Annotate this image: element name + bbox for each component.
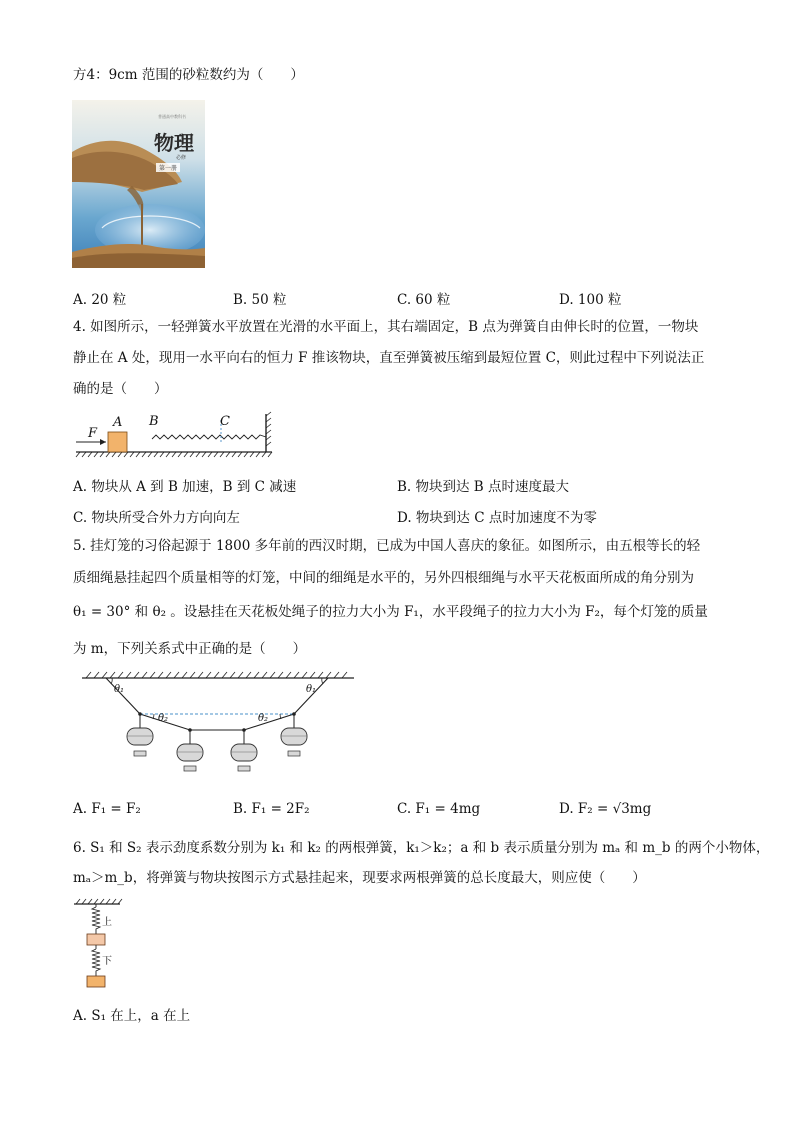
lantern-1 (127, 728, 153, 756)
point-c-label: C (220, 414, 230, 429)
q4-stem-line-1: 4. 如图所示，一轻弹簧水平放置在光滑的水平面上，其右端固定，B 点为弹簧自由伸长时的位置，一物块 (73, 319, 699, 335)
q4-stem-line-3: 确的是（ ） (73, 381, 168, 397)
q5-stem-line-3: θ₁ = 30° 和 θ₂ 。设悬挂在天花板处绳子的拉力大小为 F₁，水平段绳子的拉力大小为 F₂，每个灯笼的质量 (73, 604, 708, 620)
theta2-right-label: θ₂ (258, 713, 269, 724)
theta1-right-label: θ₁ (306, 684, 317, 695)
q5-option-c: C. F₁ = 4mg (397, 801, 481, 817)
spring-block-diagram (72, 408, 282, 458)
upper-label: 上 (102, 917, 112, 928)
q6-stem-line-1: 6. S₁ 和 S₂ 表示劲度系数分别为 k₁ 和 k₂ 的两根弹簧，k₁＞k₂；a 和 b 表示质量分别为 mₐ 和 m_b 的两个小物体， (73, 840, 770, 856)
lower-label: 下 (102, 956, 112, 967)
q3-stem-tail: 方4：9cm 范围的砂粒数约为（ ） (73, 67, 304, 83)
q5-stem-line-1: 5. 挂灯笼的习俗起源于 1800 多年前的西汉时期，已成为中国人喜庆的象征。如图所示，由五根等长的轻 (73, 538, 701, 554)
theta2-left-label: θ₂ (158, 713, 169, 724)
lantern-diagram (78, 670, 358, 780)
lantern-2 (177, 744, 203, 771)
textbook-cover-image (72, 100, 205, 268)
q5-option-a: A. F₁ = F₂ (73, 801, 141, 817)
q6-stem-line-2: mₐ＞m_b，将弹簧与物块按图示方式悬挂起来，现要求两根弹簧的总长度最大，则应使（ ） (73, 870, 646, 886)
q5-option-b: B. F₁ = 2F₂ (233, 801, 310, 817)
q4-option-c: C. 物块所受合外力方向向左 (73, 510, 240, 526)
q5-option-d: D. F₂ = √3mg (559, 801, 652, 817)
q4-option-b: B. 物块到达 B 点时速度最大 (397, 479, 570, 495)
q6-option-a: A. S₁ 在上，a 在上 (73, 1008, 191, 1024)
q5-stem-line-4: 为 m，下列关系式中正确的是（ ） (73, 641, 307, 657)
spring (152, 435, 266, 439)
lower-block (87, 976, 105, 987)
q4-stem-line-2: 静止在 A 处，现用一水平向右的恒力 F 推该物块，直至弹簧被压缩到最短位置 C，则此过程中下列说法正 (73, 350, 705, 366)
cover-title: 物理 (154, 131, 194, 155)
block-a (108, 432, 127, 452)
q3-option-b: B. 50 粒 (233, 292, 287, 308)
force-label: F (88, 426, 98, 441)
q3-option-c: C. 60 粒 (397, 292, 451, 308)
lantern-3 (231, 744, 257, 771)
point-a-label: A (113, 415, 123, 430)
hanging-springs-diagram (72, 898, 132, 990)
q3-option-d: D. 100 粒 (559, 292, 622, 308)
lantern-4 (281, 728, 307, 756)
q5-stem-line-2: 质细绳悬挂起四个质量相等的灯笼，中间的细绳是水平的，另外四根细绳与水平天花板面所成的角分别为 (73, 570, 694, 586)
cover-top-text: 普通高中教科书 (158, 114, 186, 119)
cover-volume: 第一册 (159, 165, 178, 172)
q4-option-a: A. 物块从 A 到 B 加速，B 到 C 减速 (73, 479, 297, 495)
upper-block (87, 934, 105, 945)
q4-option-d: D. 物块到达 C 点时加速度不为零 (397, 510, 597, 526)
point-b-label: B (149, 414, 159, 429)
q3-option-a: A. 20 粒 (73, 292, 127, 308)
cover-subtitle: 必修 (176, 155, 187, 161)
theta1-left-label: θ₁ (114, 684, 125, 695)
